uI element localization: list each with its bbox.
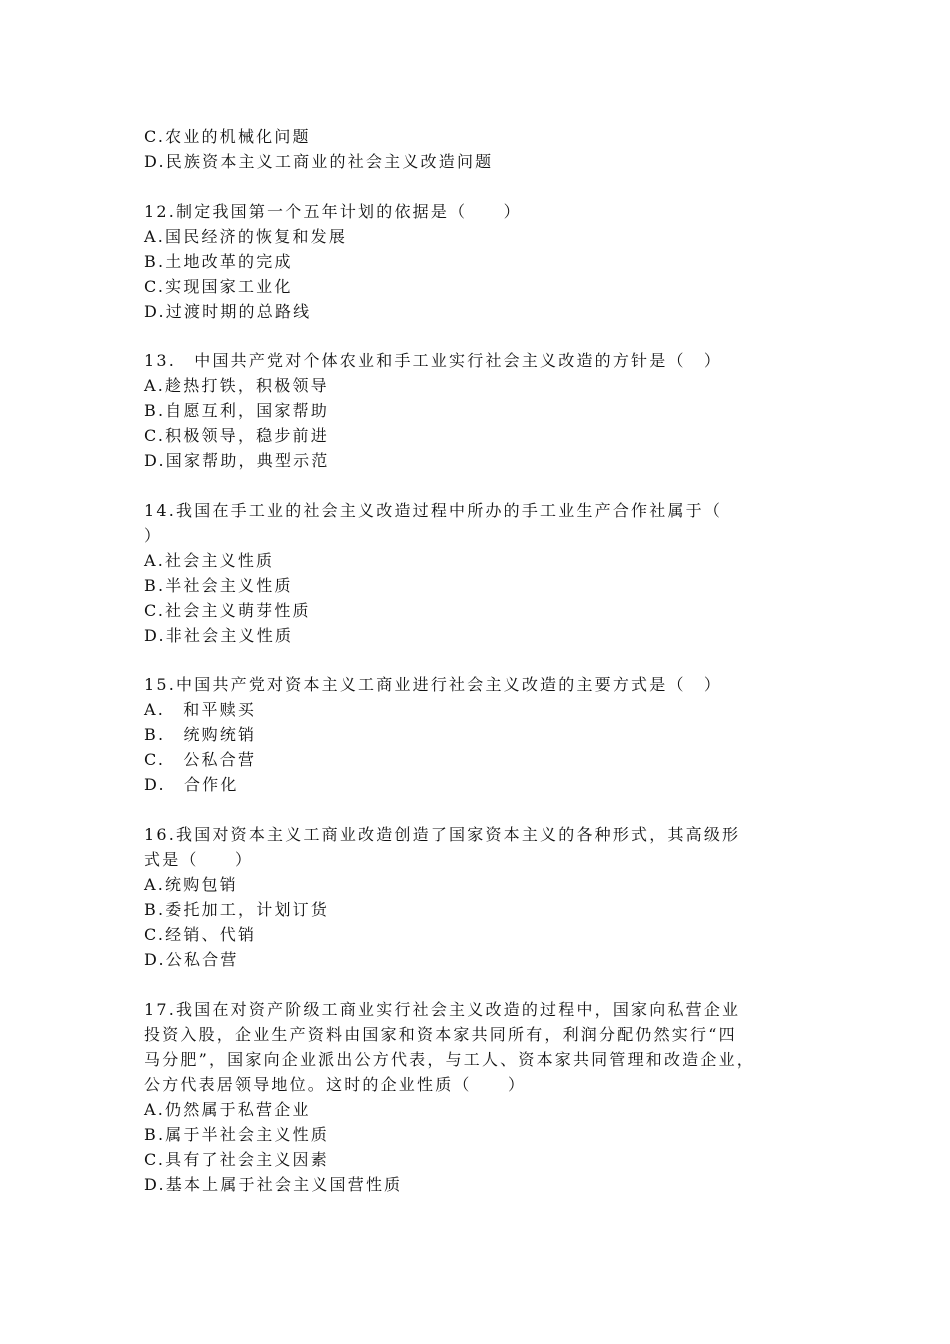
question-13 [144, 348, 824, 473]
option-b: B.委托加工，计划订货 [144, 899, 330, 919]
option-b: B. 统购统销 [144, 725, 257, 745]
option-c: C.农业的机械化问题 [144, 127, 311, 146]
option-a: A. 和平赎买 [144, 700, 257, 720]
spacer [144, 174, 824, 199]
question-stem-continued: ） [144, 525, 163, 545]
option-d: D. 合作化 [144, 775, 239, 795]
question-stem: 13. 中国共产党对个体农业和手工业实行社会主义改造的方针是（ ） [144, 351, 723, 371]
question-stem-continued: 公方代表居领导地位。这时的企业性质（ ） [144, 1074, 527, 1094]
spacer [144, 473, 824, 498]
option-d: D.民族资本主义工商业的社会主义改造问题 [144, 152, 494, 171]
option-c: C.积极领导，稳步前进 [144, 426, 329, 446]
question-15 [144, 672, 824, 797]
option-a: A.统购包销 [144, 874, 238, 894]
question-stem: 17.我国在对资产阶级工商业实行社会主义改造的过程中，国家向私营企业 [144, 999, 741, 1019]
option-c: C. 公私合营 [144, 750, 257, 770]
spacer [144, 324, 824, 349]
exam-page [144, 124, 824, 1197]
option-a: A.趁热打铁，积极领导 [144, 376, 329, 396]
option-d: D.国家帮助，典型示范 [144, 451, 330, 471]
question-stem: 15.中国共产党对资本主义工商业进行社会主义改造的主要方式是（ ） [144, 675, 723, 695]
question-11-tail [144, 124, 824, 174]
option-b: B.半社会主义性质 [144, 575, 293, 595]
option-b: B.属于半社会主义性质 [144, 1124, 330, 1144]
spacer [144, 797, 824, 822]
option-a: A.仍然属于私营企业 [144, 1099, 311, 1119]
spacer [144, 648, 824, 673]
question-14 [144, 498, 824, 648]
option-d: D.非社会主义性质 [144, 625, 294, 645]
option-c: C.社会主义萌芽性质 [144, 600, 311, 620]
option-b: B.土地改革的完成 [144, 251, 293, 271]
question-stem: 12.制定我国第一个五年计划的依据是（ ） [144, 201, 522, 221]
question-stem: 16.我国对资本主义工商业改造创造了国家资本主义的各种形式，其高级形 [144, 824, 741, 844]
question-12 [144, 199, 824, 324]
option-c: C.实现国家工业化 [144, 276, 293, 296]
question-17 [144, 997, 824, 1197]
spacer [144, 972, 824, 997]
question-stem-continued: 马分肥”，国家向企业派出公方代表，与工人、资本家共同管理和改造企业， [144, 1049, 755, 1069]
option-a: A.国民经济的恢复和发展 [144, 226, 348, 246]
option-c: C.具有了社会主义因素 [144, 1149, 329, 1169]
option-a: A.社会主义性质 [144, 550, 275, 570]
question-stem-continued: 投资入股，企业生产资料由国家和资本家共同所有，利润分配仍然实行“四 [144, 1024, 737, 1044]
question-16 [144, 822, 824, 972]
option-c: C.经销、代销 [144, 924, 257, 944]
option-d: D.基本上属于社会主义国营性质 [144, 1174, 403, 1194]
question-stem-continued: 式是（ ） [144, 849, 254, 869]
option-d: D.过渡时期的总路线 [144, 301, 312, 321]
option-b: B.自愿互利，国家帮助 [144, 401, 330, 421]
option-d: D.公私合营 [144, 949, 239, 969]
question-stem: 14.我国在手工业的社会主义改造过程中所办的手工业生产合作社属于（ [144, 500, 723, 520]
